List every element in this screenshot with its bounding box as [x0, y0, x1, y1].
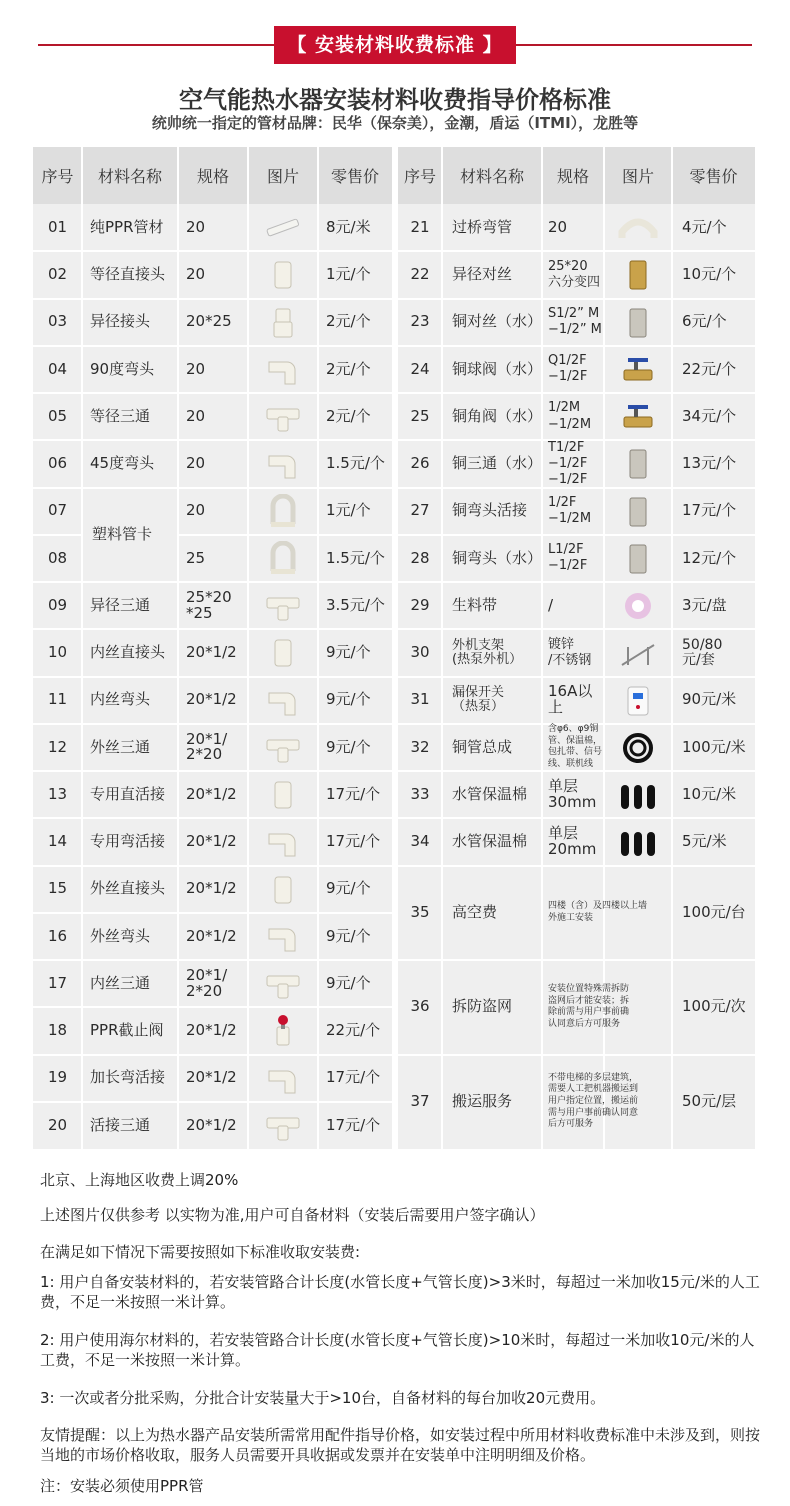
spec-value: 单层30mm: [548, 776, 597, 811]
copper-elbow-icon: [618, 541, 658, 577]
retail-price: 9元/个: [326, 690, 371, 709]
material-name: 异径三通: [90, 595, 151, 614]
row-number: 02: [47, 265, 68, 283]
spec-value: L1/2F −1/2F: [548, 542, 588, 574]
note-ppr-required: 注：安装必须使用PPR管: [40, 1477, 204, 1495]
spec-value: 20: [186, 454, 206, 472]
material-name: 内丝三通: [90, 973, 151, 992]
spec-value: 20: [186, 406, 206, 425]
column-header-no: 序号: [41, 167, 74, 186]
angle-valve-icon: [618, 399, 658, 435]
row-number: 25: [410, 406, 430, 425]
retail-price: 9元/个: [326, 643, 371, 661]
material-name: PPR截止阀: [90, 1021, 164, 1039]
row-number: 01: [47, 217, 68, 236]
column-header-spec: 规格: [196, 167, 229, 186]
pipe-icon: [263, 210, 303, 246]
retail-price: 50元/层: [682, 1091, 737, 1110]
copper-pipe-assembly-icon: [618, 730, 658, 766]
material-name: 高空费: [452, 902, 498, 921]
column-header-price: 零售价: [689, 167, 738, 186]
material-name: 90度弯头: [90, 359, 155, 378]
reducer-icon: [263, 305, 303, 341]
page-header: [0, 0, 790, 80]
spec-value: 含φ6、φ9铜 管、保温棉， 包扎带、信号 线、联机线: [548, 724, 603, 770]
row-number: 18: [47, 1021, 68, 1039]
row-number: 09: [47, 595, 68, 614]
row-number: 03: [47, 312, 68, 331]
spec-value: 20*1/2: [186, 926, 237, 945]
row-number: 28: [410, 548, 430, 567]
union-tee-icon: [263, 1108, 303, 1144]
page-subtitle: 统帅统一指定的管材品牌：民华（保奈美），金潮，盾运（ITMI），龙胜等: [151, 114, 639, 132]
spec-value: 20: [186, 501, 206, 520]
row-number: 26: [410, 454, 430, 472]
retail-price: 2元/个: [326, 359, 371, 378]
row-number: 27: [410, 501, 430, 520]
retail-price: 10元/个: [682, 265, 737, 283]
material-name: 外丝三通: [90, 737, 151, 756]
row-number: 08: [47, 548, 68, 567]
row-number: 10: [47, 643, 68, 661]
note-rule-1: 1: 用户自备安装材料的，若安装管路合计长度(水管长度+气管长度)>3米时，每超过一米加收15元/米的人工费，不足一米按照一米计算。: [40, 1273, 760, 1312]
retail-price: 3元/盘: [682, 595, 727, 614]
column-header-pic: 图片: [266, 167, 299, 186]
spec-value: S1/2” M −1/2” M: [548, 305, 602, 338]
spec-value: 1/2F −1/2M: [548, 494, 592, 527]
spec-value: 20*1/2: [186, 832, 237, 850]
elbow-union-icon: [263, 824, 303, 860]
retail-price: 17元/个: [326, 1115, 381, 1134]
spec-value: /: [548, 595, 554, 614]
bracket-icon: [618, 635, 658, 671]
material-name: 专用弯活接: [90, 832, 166, 850]
spec-value: 20*1/2: [186, 784, 237, 803]
material-name: 铜球阀（水）: [452, 359, 543, 378]
retail-price: 90元/米: [682, 690, 737, 709]
retail-price: 5元/米: [682, 832, 727, 850]
row-number: 33: [410, 784, 430, 803]
row-number: 31: [410, 690, 430, 709]
material-name: 加长弯活接: [90, 1068, 166, 1087]
retail-price: 1元/个: [326, 265, 371, 283]
note-rule-2: 2: 用户使用海尔材料的，若安装管路合计长度(水管长度+气管长度)>10米时，每超过一米加收10元/米的人工费，不足一米按照一米计算。: [40, 1331, 755, 1370]
material-name: 异径接头: [90, 312, 151, 331]
pipe-clip-icon: [263, 494, 303, 530]
note-picture-disclaimer: 上述图片仅供参考 以实物为准,用户可自备材料（安装后需要用户签字确认）: [40, 1206, 545, 1224]
row-number: 15: [47, 879, 68, 898]
male-coupling-icon: [263, 872, 303, 908]
retail-price: 17元/个: [682, 501, 737, 520]
retail-price: 4元/个: [682, 217, 727, 236]
row-number: 14: [47, 832, 68, 850]
row-number: 35: [410, 902, 430, 921]
material-name: 搬运服务: [452, 1091, 513, 1110]
column-header-price: 零售价: [330, 167, 379, 186]
material-name: 外丝弯头: [90, 926, 151, 945]
material-name: 铜管总成: [452, 737, 513, 756]
retail-price: 10元/米: [682, 784, 737, 803]
row-number: 12: [47, 737, 68, 756]
note-region-surcharge: 北京、上海地区收费上调20%: [40, 1171, 239, 1189]
material-name: 外机支架 (热泵外机）: [452, 638, 523, 667]
retail-price: 2元/个: [326, 312, 371, 331]
row-number: 32: [410, 737, 430, 756]
elbow-90-icon: [263, 352, 303, 388]
row-number: 16: [47, 926, 68, 945]
ptfe-tape-icon: [618, 588, 658, 624]
retail-price: 2元/个: [326, 406, 371, 425]
spec-value: 20*1/ 2*20: [186, 729, 228, 764]
copper-tee-icon: [618, 446, 658, 482]
spec-value: 20*25: [186, 312, 232, 331]
spec-value: 20*1/2: [186, 1115, 237, 1134]
row-number: 22: [410, 265, 430, 283]
note-rule-3: 3: 一次或者分批采购，分批合计安装量大于>10台，自备材料的每台加收20元费用。: [40, 1389, 606, 1407]
row-number: 30: [410, 643, 430, 661]
row-number: 13: [47, 784, 68, 803]
material-name: 纯PPR管材: [90, 217, 164, 236]
material-name: 异径对丝: [452, 265, 513, 283]
retail-price: 100元/米: [682, 737, 746, 756]
material-name: 专用直活接: [90, 784, 166, 803]
spec-value: 20*1/2: [186, 690, 237, 709]
material-name: 等径直接头: [90, 265, 166, 283]
retail-price: 9元/个: [326, 737, 371, 756]
row-number: 05: [47, 406, 68, 425]
spec-value: 镀锌 /不锈钢: [548, 636, 592, 668]
header-rule-right: [516, 44, 752, 46]
material-name: 过桥弯管: [452, 217, 513, 236]
brass-nipple-icon: [618, 257, 658, 293]
material-name: 内丝弯头: [90, 690, 151, 709]
spec-value: 20*1/2: [186, 1021, 237, 1039]
union-icon: [263, 777, 303, 813]
price-table-right: [398, 147, 755, 1149]
material-name: 生料带: [452, 595, 498, 614]
retail-price: 100元/次: [682, 997, 746, 1016]
material-name: 水管保温棉: [452, 784, 528, 803]
material-name: 外丝直接头: [90, 879, 166, 898]
retail-price: 12元/个: [682, 548, 737, 567]
spec-value: 1/2M −1/2M: [548, 400, 592, 432]
female-elbow-icon: [263, 683, 303, 719]
retail-price: 17元/个: [326, 1068, 381, 1087]
spec-value: 四楼（含）及四楼以上墙 外施工安装: [548, 901, 648, 923]
row-number: 37: [410, 1091, 430, 1110]
material-name: 铜弯头（水）: [452, 548, 543, 567]
long-elbow-union-icon: [263, 1061, 303, 1097]
female-tee-icon: [263, 966, 303, 1002]
spec-value: 20*1/2: [186, 1068, 237, 1087]
male-tee-icon: [263, 730, 303, 766]
column-header-pic: 图片: [621, 167, 654, 186]
material-name: 铜三通（水）: [452, 454, 543, 472]
column-header-name: 材料名称: [459, 167, 524, 186]
retail-price: 17元/个: [326, 832, 381, 850]
spec-value: 20*1/2: [186, 643, 237, 661]
spec-value: 25: [186, 548, 206, 567]
page-title: 空气能热水器安装材料收费指导价格标准: [179, 86, 611, 114]
coupling-icon: [263, 257, 303, 293]
spec-value: 20: [186, 265, 206, 283]
row-number: 29: [410, 595, 430, 614]
spec-value: 16A以上: [548, 682, 593, 717]
spec-value: 不带电梯的多层建筑， 需要人工把机器搬运到 用户指定位置，搬运前 需与用户事前确认同意 后方可服务: [548, 1072, 639, 1130]
column-header-name: 材料名称: [97, 167, 162, 186]
material-name: 等径三通: [90, 406, 151, 425]
reducing-tee-icon: [263, 588, 303, 624]
row-number: 36: [410, 997, 430, 1016]
retail-price: 1元/个: [326, 501, 371, 520]
retail-price: 9元/个: [326, 879, 371, 898]
material-name: 塑料管卡: [92, 524, 153, 543]
material-name: 铜弯头活接: [452, 501, 528, 520]
pipe-clip-icon: [263, 541, 303, 577]
spec-value: 25*20 六分变四: [548, 258, 601, 290]
retail-price: 9元/个: [326, 973, 371, 992]
insulation-icon: [618, 777, 658, 813]
copper-nipple-icon: [618, 305, 658, 341]
breaker-icon: [618, 683, 658, 719]
material-name: 45度弯头: [90, 454, 155, 472]
insulation-icon: [618, 824, 658, 860]
retail-price: 1.5元/个: [326, 454, 385, 472]
row-number: 04: [47, 359, 68, 378]
note-reminder: 友情提醒：以上为热水器产品安装所需常用配件指导价格，如安装过程中所用材料收费标准中未涉及到，则按当地的市场价格收取，服务人员需要开具收据或发票并在安装单中注明明细及价格。: [40, 1426, 761, 1465]
column-header-spec: 规格: [556, 167, 589, 186]
tee-icon: [263, 399, 303, 435]
section-banner: 【 安装材料收费标准 】: [274, 26, 516, 64]
row-number: 07: [47, 501, 68, 520]
row-number: 17: [47, 973, 68, 992]
retail-price: 6元/个: [682, 312, 727, 331]
retail-price: 17元/个: [326, 784, 381, 803]
material-name: 铜对丝（水）: [452, 312, 543, 331]
spec-value: 安装位置特殊需拆防 盗网后才能安装；拆 除前需与用户事前确 认同意后方可服务: [548, 983, 630, 1029]
material-name: 水管保温棉: [452, 832, 528, 850]
spec-value: T1/2F −1/2F −1/2F: [548, 439, 588, 487]
spec-value: 20: [186, 359, 206, 378]
retail-price: 1.5元/个: [326, 548, 385, 567]
retail-price: 9元/个: [326, 926, 371, 945]
row-number: 24: [410, 359, 430, 378]
retail-price: 8元/米: [326, 217, 371, 236]
stop-valve-icon: [263, 1013, 303, 1049]
material-name: 内丝直接头: [90, 643, 166, 661]
copper-elbow-union-icon: [618, 494, 658, 530]
spec-value: 20: [186, 217, 206, 236]
retail-price: 22元/个: [326, 1021, 381, 1039]
row-number: 21: [410, 217, 430, 236]
spec-value: 20*1/2: [186, 879, 237, 898]
retail-price: 13元/个: [682, 454, 737, 472]
material-name: 铜角阀（水）: [452, 406, 543, 425]
column-header-no: 序号: [403, 167, 436, 186]
retail-price: 50/80 元/套: [682, 637, 723, 668]
spec-value: 25*20 *25: [186, 587, 232, 622]
retail-price: 22元/个: [682, 359, 737, 378]
material-name: 拆防盗网: [452, 997, 513, 1016]
elbow-45-icon: [263, 446, 303, 482]
spec-value: Q1/2F −1/2F: [548, 353, 588, 385]
row-number: 06: [47, 454, 68, 472]
price-table-left: [33, 147, 392, 1149]
material-name: 活接三通: [90, 1115, 151, 1134]
male-elbow-icon: [263, 919, 303, 955]
row-number: 11: [47, 690, 68, 709]
note-conditions-intro: 在满足如下情况下需要按照如下标准收取安装费:: [40, 1243, 361, 1261]
material-name: 漏保开关 （热泵）: [452, 685, 505, 715]
bridge-bend-icon: [618, 210, 658, 246]
spec-value: 20: [548, 217, 568, 236]
spec-value: 20*1/ 2*20: [186, 965, 228, 1000]
female-coupling-icon: [263, 635, 303, 671]
retail-price: 100元/台: [682, 902, 746, 921]
row-number: 19: [47, 1068, 68, 1087]
row-number: 20: [47, 1115, 68, 1134]
spec-value: 单层20mm: [548, 824, 597, 858]
header-rule-left: [38, 44, 274, 46]
retail-price: 34元/个: [682, 406, 737, 425]
ball-valve-icon: [618, 352, 658, 388]
row-number: 23: [410, 312, 430, 331]
row-number: 34: [410, 832, 430, 850]
retail-price: 3.5元/个: [326, 595, 385, 614]
